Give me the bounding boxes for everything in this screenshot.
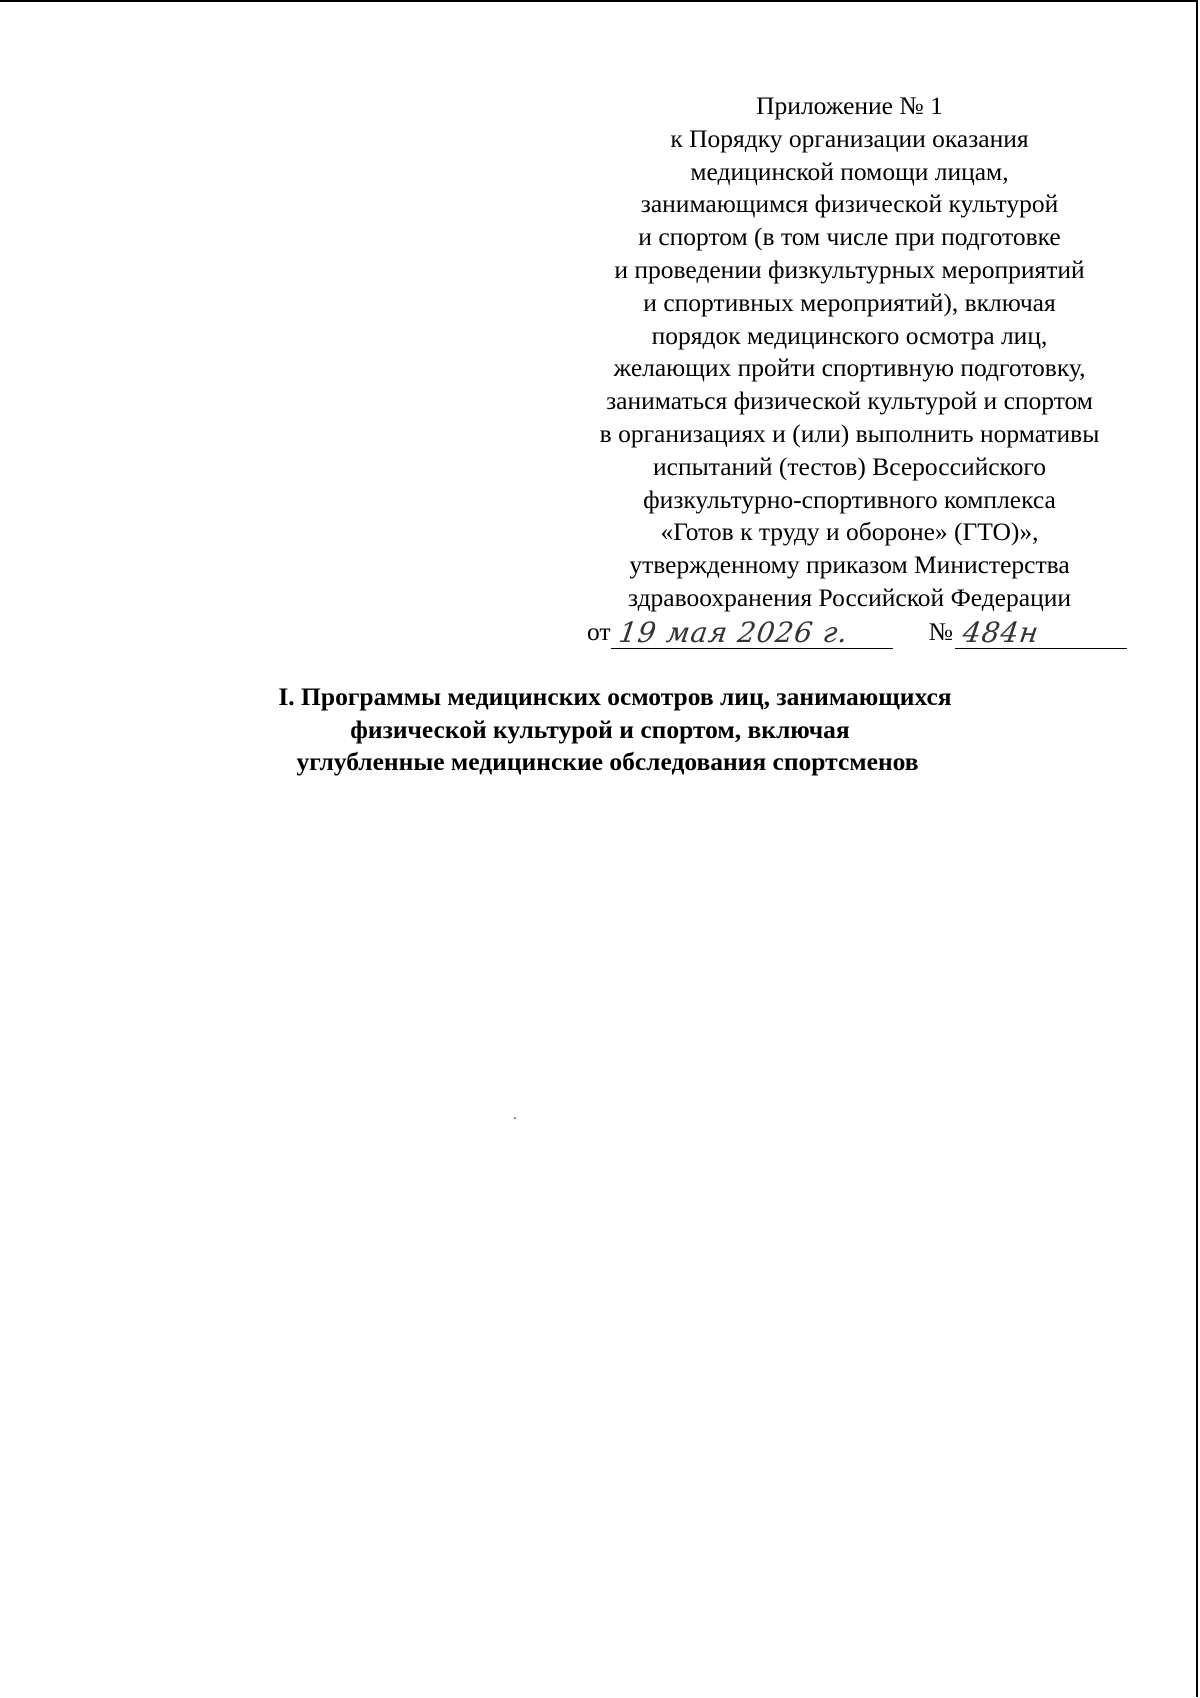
appendix-line: и проведении физкультурных мероприятий xyxy=(614,254,1085,284)
order-date-number-line xyxy=(587,615,1132,649)
section-heading xyxy=(230,681,1030,779)
appendix-line: испытаний (тестов) Всероссийского xyxy=(653,451,1046,481)
appendix-line: здравоохранения Российской Федерации xyxy=(627,582,1072,612)
appendix-line: физкультурно-спортивного комплекса xyxy=(643,484,1056,514)
appendix-line: и спортом (в том числе при подготовке xyxy=(638,222,1061,252)
handwritten-date: 19 мая 2026 г. xyxy=(610,618,896,649)
appendix-line: желающих пройти спортивную подготовку, xyxy=(613,353,1086,383)
appendix-line: порядок медицинского осмотра лиц, xyxy=(651,320,1048,350)
date-label: от xyxy=(587,616,611,646)
appendix-line: медицинской помощи лицам, xyxy=(690,156,1009,186)
appendix-line: и спортивных мероприятий), включая xyxy=(643,287,1056,317)
appendix-line: занимающимся физической культурой xyxy=(640,189,1059,219)
number-label: № xyxy=(928,616,953,646)
section-heading-line: физической культурой и спортом, включая xyxy=(350,714,850,744)
scan-speck xyxy=(514,1117,516,1119)
appendix-line: «Готов к труду и обороне» (ГТО)», xyxy=(660,517,1039,547)
handwritten-order-number: 484н xyxy=(955,618,1131,649)
appendix-header xyxy=(567,90,1132,649)
appendix-line: к Порядку организации оказания xyxy=(670,123,1029,153)
appendix-line: заниматься физической культурой и спортом xyxy=(606,386,1093,416)
section-heading-line: углубленные медицинские обследования спортсменов xyxy=(296,747,919,776)
appendix-title: Приложение № 1 xyxy=(756,91,943,120)
appendix-line: в организациях и (или) выполнить нормативы xyxy=(599,418,1100,448)
appendix-line: утвержденному приказом Министерства xyxy=(629,550,1070,580)
section-heading-line: I. Программы медицинских осмотров лиц, занимающихся xyxy=(278,682,952,711)
